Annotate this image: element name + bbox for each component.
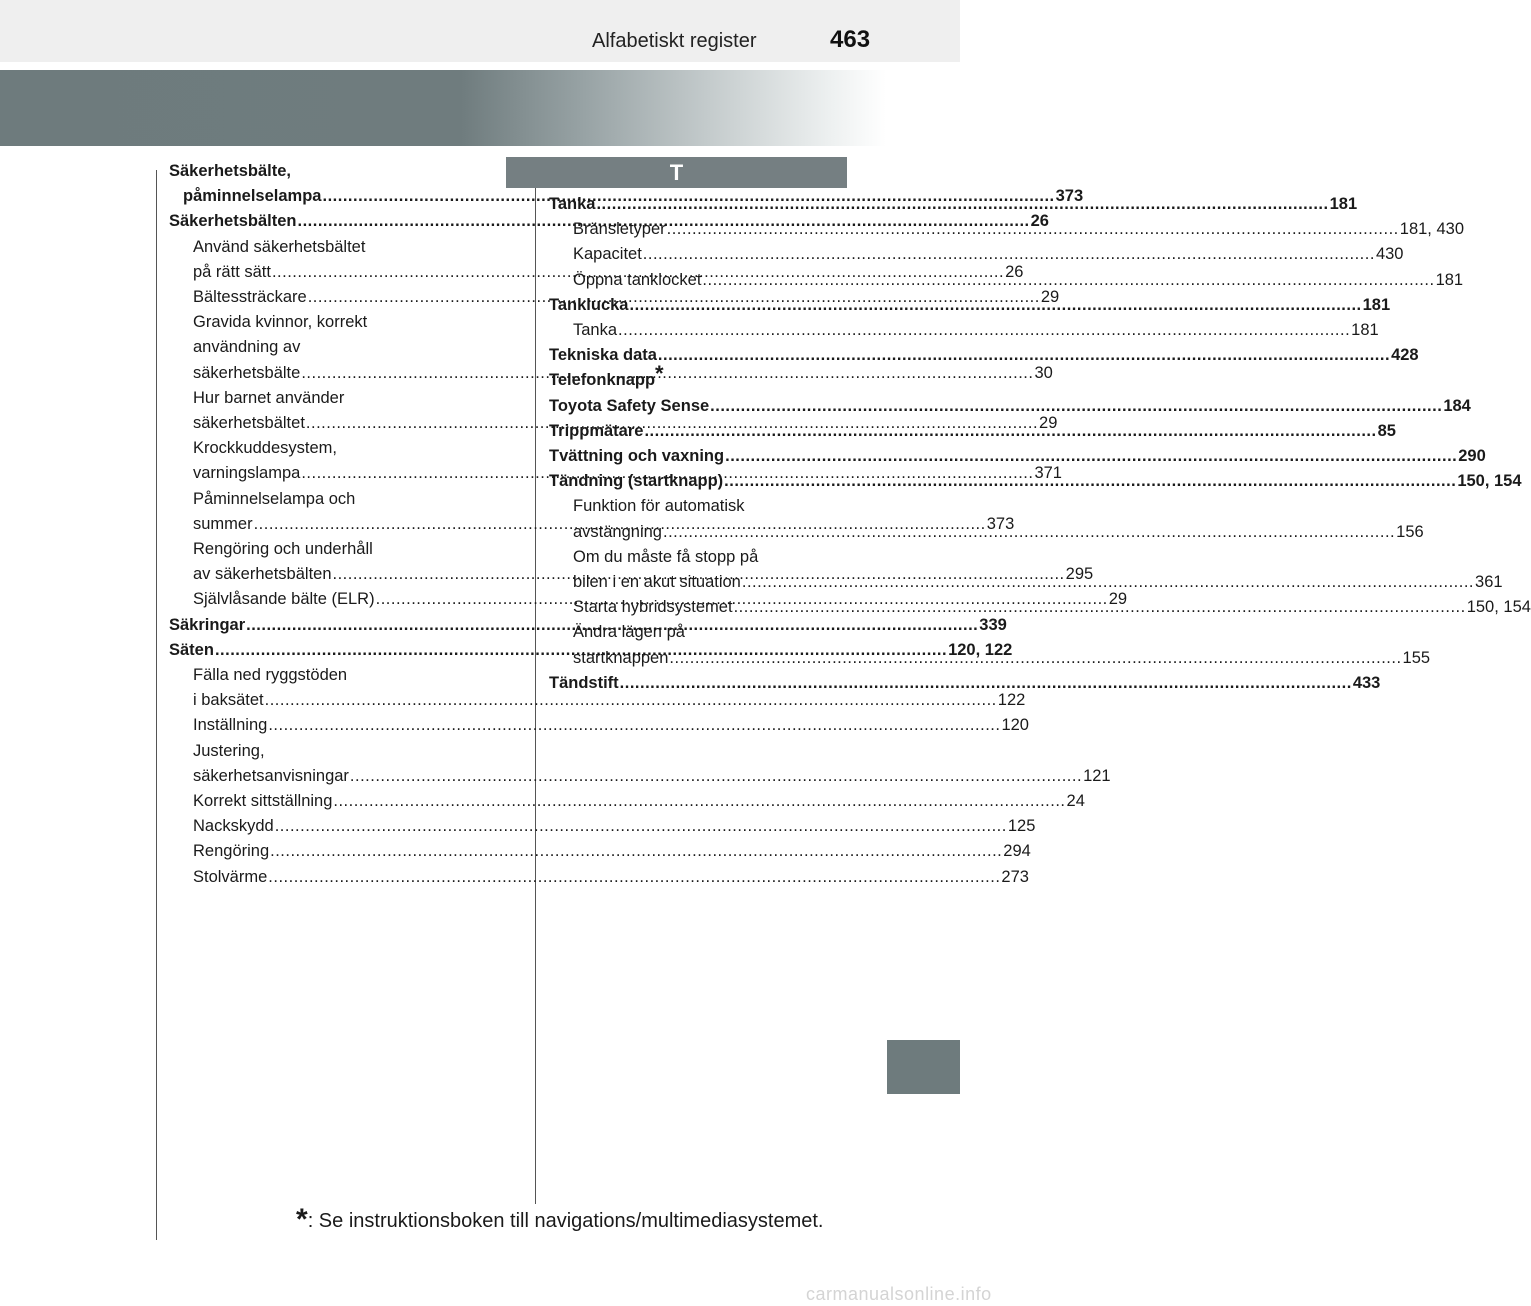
page-ref: 433 (1352, 673, 1381, 692)
page-ref: 181 (1329, 195, 1358, 213)
index-entry: Säkerhetsbälten ..... 26 (169, 209, 467, 234)
index-entry: Toyota Safety Sense ..... 184 (549, 394, 847, 419)
page-ref: 120, 122 (948, 640, 1013, 659)
index-entry: Säten ..... 120, 122 (169, 638, 467, 663)
index-subentry: Gravida kvinnor, korrekt (193, 313, 368, 332)
index-subentry: Om du måste få stopp på (573, 547, 759, 566)
page-ref: 373 (986, 514, 1015, 533)
page-number: 463 (830, 26, 871, 53)
index-subentry: Rengöring ..... 294 (169, 839, 467, 864)
footnote-marker: * (655, 361, 664, 387)
page-ref: 26 (1030, 212, 1049, 231)
index-entry: Säkringar ..... 339 (169, 613, 467, 638)
page-ref: 26 (1005, 262, 1024, 281)
page-ref: 181 (1351, 321, 1379, 340)
page-ref: 122 (997, 691, 1026, 710)
index-subentry: Rengöring och underhåll (193, 540, 373, 559)
index-subentry: Fälla ned ryggstöden (193, 666, 348, 685)
page-ref: 29 (1040, 288, 1060, 307)
index-subentry: startknappen ..... 155 (549, 646, 847, 671)
page-ref: 181 (1362, 295, 1391, 314)
index-entry: Säkerhetsbälte, (169, 162, 291, 180)
footnote-marker: * (296, 1203, 308, 1236)
index-entry: Trippmätare ..... 85 (549, 419, 847, 444)
index-subentry: Hur barnet använder (193, 388, 345, 407)
index-subentry: Nackskydd ..... 125 (169, 814, 467, 839)
index-entry: Telefonknapp* (549, 361, 664, 390)
index-entry: Tanka ..... 181 (549, 192, 847, 217)
page-ref: 29 (1039, 414, 1058, 433)
page-ref: 120 (1001, 716, 1029, 735)
page-ref: 428 (1391, 346, 1419, 365)
index-subentry: varningslampa ..... 371 (169, 461, 467, 486)
index-subentry: Använd säkerhetsbältet (193, 237, 366, 256)
section-letter-header: T (506, 157, 847, 188)
index-subentry: Tanka ..... 181 (549, 318, 847, 343)
left-column-rule (156, 170, 157, 1240)
page-ref: 24 (1066, 792, 1085, 811)
header-bar (0, 0, 960, 62)
index-entry: påminnelselampa ..... 373 (169, 184, 467, 209)
page-ref: 339 (979, 615, 1007, 634)
index-subentry: Bränsletyper ..... 181, 430 (549, 217, 847, 242)
index-subentry: användning av (193, 338, 301, 357)
page-ref: 30 (1034, 363, 1053, 382)
watermark: carmanualsonline.info (806, 1284, 992, 1304)
page-ref: 150, 154 (1466, 598, 1531, 617)
index-subentry: i baksätet ..... 122 (169, 688, 467, 713)
index-subentry: avstängning ..... 156 (549, 520, 847, 545)
chapter-thumb-tab (887, 1040, 960, 1094)
page-ref: 181, 430 (1399, 220, 1465, 239)
page-ref: 184 (1443, 396, 1471, 415)
page-ref: 181 (1435, 270, 1464, 289)
index-entry: Tändstift ..... 433 (549, 671, 847, 696)
page-ref: 294 (1003, 842, 1031, 861)
index-subentry: Starta hybridsystemet ..... 150, 154 (549, 595, 847, 620)
page-ref: 156 (1396, 522, 1424, 541)
page-ref: 125 (1007, 817, 1036, 836)
footnote (296, 1203, 823, 1237)
index-subentry: Självlåsande bälte (ELR) ..... 29 (169, 587, 467, 612)
index-subentry: säkerhetsbältet ..... 29 (169, 411, 467, 436)
index-subentry: av säkerhetsbälten ..... 295 (169, 562, 467, 587)
page-ref: 155 (1402, 648, 1431, 667)
header-band (0, 70, 886, 146)
page-ref: 273 (1001, 867, 1029, 886)
index-entry: Tvättning och vaxning ..... 290 (549, 444, 847, 469)
index-subentry: Påminnelselampa och (193, 489, 356, 508)
page-ref: 371 (1034, 464, 1062, 483)
index-subentry: säkerhetsbälte ..... 30 (169, 361, 467, 386)
index-subentry: Inställning ..... 120 (169, 713, 467, 738)
page-ref: 85 (1377, 421, 1396, 440)
index-subentry: Ändra lägen på (573, 623, 685, 642)
page-ref: 361 (1475, 573, 1503, 592)
page-ref: 373 (1055, 187, 1084, 206)
page-ref: 430 (1375, 245, 1404, 264)
index-subentry: säkerhetsanvisningar ..... 121 (169, 764, 467, 789)
index-subentry: Kapacitet ..... 430 (549, 242, 847, 267)
page-ref: 290 (1458, 447, 1486, 466)
page-ref: 121 (1083, 766, 1111, 785)
header-band-gap (886, 70, 960, 146)
page-ref: 150, 154 (1457, 472, 1522, 491)
index-entry: Tanklucka ..... 181 (549, 293, 847, 318)
index-entry: Tändning (startknapp) ..... 150, 154 (549, 469, 847, 494)
index-subentry: Funktion för automatisk (573, 497, 745, 516)
index-subentry: summer ..... 373 (169, 512, 467, 537)
index-subentry: bilen i en akut situation ..... 361 (549, 570, 847, 595)
index-subentry: Bältessträckare ..... 29 (169, 285, 467, 310)
page-ref: 295 (1065, 565, 1094, 584)
index-subentry: på rätt sätt ..... 26 (169, 260, 467, 285)
index-subentry: Öppna tanklocket ..... 181 (549, 268, 847, 293)
index-subentry: Stolvärme ..... 273 (169, 865, 467, 890)
index-entry: Tekniska data ..... 428 (549, 343, 847, 368)
index-subentry: Justering, (193, 741, 265, 760)
page-ref: 29 (1108, 590, 1128, 609)
index-subentry: Krockkuddesystem, (193, 439, 337, 458)
index-subentry: Korrekt sittställning ..... 24 (169, 789, 467, 814)
section-title: Alfabetiskt register (592, 30, 757, 52)
footnote-text: : Se instruktionsboken till navigations/multimediasystemet. (307, 1210, 824, 1232)
